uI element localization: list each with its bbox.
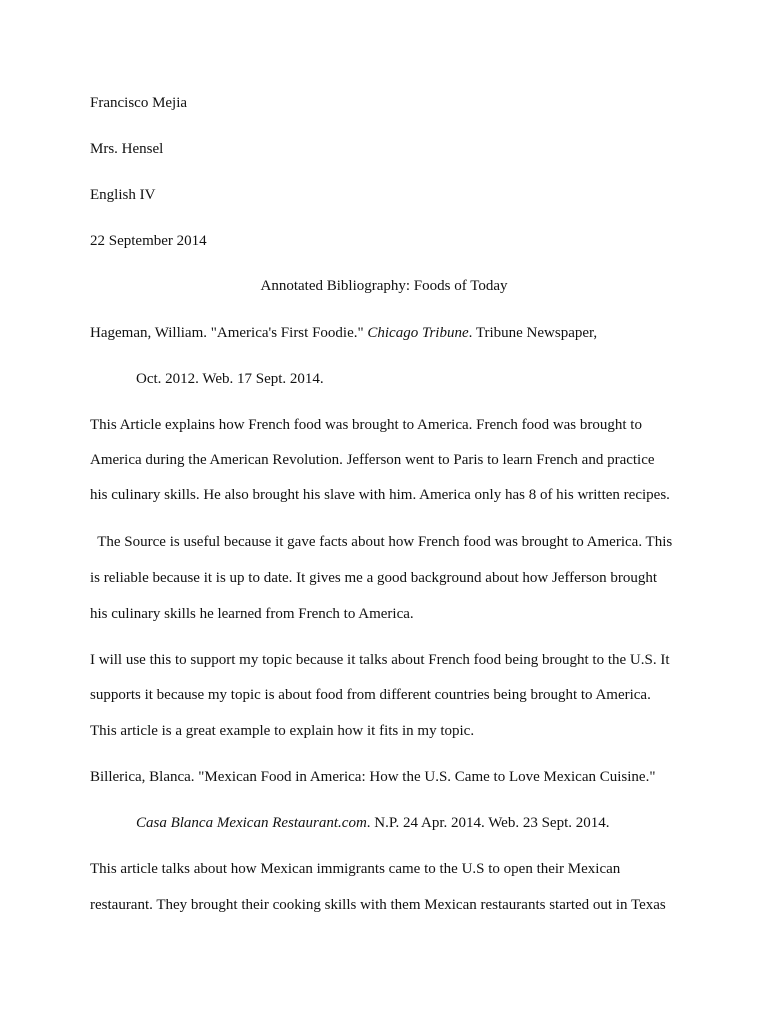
citation-2-line-2	[136, 814, 610, 832]
summary-1-line-3: his culinary skills. He also brought his slave with him. America only has 8 of his written recipes.	[90, 487, 670, 503]
course-name: English IV	[90, 187, 156, 203]
reflection-1-line-1: I will use this to support my topic because it talks about French food being brought to the U.S. It	[90, 652, 670, 668]
citation-1-line-1	[90, 324, 597, 342]
document-title: Annotated Bibliography: Foods of Today	[260, 278, 508, 294]
citation-1-publisher: . Tribune Newspaper,	[468, 325, 598, 341]
summary-1-line-1: This Article explains how French food was brought to America. French food was brought to	[90, 417, 642, 433]
citation-1-line-2: Oct. 2012. Web. 17 Sept. 2014.	[136, 371, 324, 387]
citation-2-details: . N.P. 24 Apr. 2014. Web. 23 Sept. 2014.	[366, 815, 610, 831]
reflection-1-line-3: This article is a great example to explain how it fits in my topic.	[90, 723, 475, 739]
citation-2-line-1: Billerica, Blanca. "Mexican Food in America: How the U.S. Came to Love Mexican Cuisine."	[90, 769, 656, 785]
citation-2-publication: Casa Blanca Mexican Restaurant.com	[136, 815, 367, 831]
citation-1-publication: Chicago Tribune	[367, 325, 469, 341]
summary-1-line-2: America during the American Revolution. Jefferson went to Paris to learn French and practice	[90, 452, 655, 468]
summary-2-line-1: This article talks about how Mexican immigrants came to the U.S to open their Mexican	[90, 861, 621, 877]
author-name: Francisco Mejia	[90, 95, 188, 111]
teacher-name: Mrs. Hensel	[90, 141, 164, 157]
summary-2-line-2: restaurant. They brought their cooking skills with them Mexican restaurants started out in Texas	[90, 897, 666, 913]
evaluation-1-line-1: The Source is useful because it gave facts about how French food was brought to America. This	[90, 534, 673, 550]
document-date: 22 September 2014	[90, 233, 207, 249]
citation-1-text: Hageman, William. "America's First Foodie."	[90, 325, 368, 341]
evaluation-1-line-2: is reliable because it is up to date. It gives me a good background about how Jefferson brought	[90, 570, 658, 586]
evaluation-1-line-3: his culinary skills he learned from French to America.	[90, 606, 414, 622]
reflection-1-line-2: supports it because my topic is about food from different countries being brought to America.	[90, 687, 651, 703]
